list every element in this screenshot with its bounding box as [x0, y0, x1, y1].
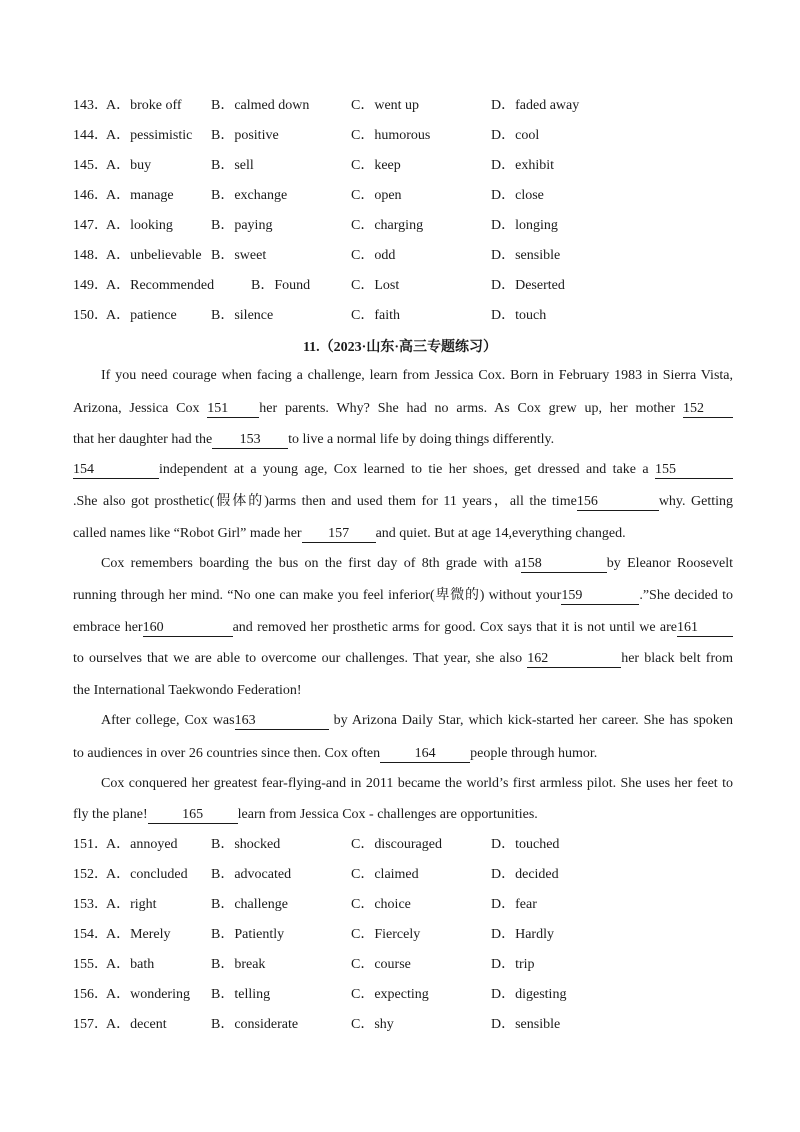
question-number: 154．	[73, 927, 108, 942]
passage-line	[73, 648, 733, 670]
passage-line	[73, 680, 733, 702]
option-d: D．Deserted	[491, 278, 565, 293]
passage-line	[73, 491, 733, 513]
passage-text: and quiet. But at age 14,everything changed.	[375, 526, 626, 541]
option-row-157	[0, 1014, 800, 1036]
option-c: C．humorous	[351, 128, 431, 143]
option-d: D．touched	[491, 837, 560, 852]
option-b: B．break	[211, 957, 266, 972]
passage-text: running through her mind. “No one can make you feel inferior(卑微的) without your	[73, 588, 562, 603]
option-c: C．shy	[351, 1017, 394, 1032]
passage-text: to ourselves that we are able to overcome our challenges. That year, she also	[73, 651, 528, 666]
option-d: D．Hardly	[491, 927, 554, 942]
option-d: D．fear	[491, 897, 537, 912]
option-a: A．pessimistic	[106, 128, 193, 143]
passage-line	[101, 365, 733, 387]
option-b: B．positive	[211, 128, 279, 143]
option-a: A．Recommended	[106, 278, 215, 293]
passage-text: embrace her	[73, 620, 143, 635]
option-d: D．trip	[491, 957, 535, 972]
blank-154[interactable]: 154	[73, 462, 159, 479]
option-row-152	[0, 864, 800, 886]
option-b: B．challenge	[211, 897, 288, 912]
option-c: C．discouraged	[351, 837, 442, 852]
passage-text: independent at a young age, Cox learned to tie her shoes, get dressed and take a	[159, 462, 655, 477]
option-d: D．decided	[491, 867, 559, 882]
question-number: 150．	[73, 308, 108, 323]
option-a: A．wondering	[106, 987, 190, 1002]
question-number: 149．	[73, 278, 108, 293]
option-a: A．bath	[106, 957, 155, 972]
option-c: C．claimed	[351, 867, 419, 882]
option-c: C．charging	[351, 218, 424, 233]
option-row-153	[0, 894, 800, 916]
option-d: D．close	[491, 188, 544, 203]
option-row-154	[0, 924, 800, 946]
option-d: D．sensible	[491, 1017, 561, 1032]
blank-161[interactable]: 161	[677, 620, 733, 637]
option-d: D．sensible	[491, 248, 561, 263]
passage-text: Arizona, Jessica Cox	[73, 401, 208, 416]
passage-text: that her daughter had the	[73, 432, 213, 447]
passage-line	[73, 429, 733, 451]
passage-line	[73, 585, 733, 607]
passage-text: the International Taekwondo Federation!	[73, 683, 302, 698]
option-a: A．broke off	[106, 98, 182, 113]
passage-text: After college, Cox was	[101, 713, 235, 728]
option-b: B．considerate	[211, 1017, 299, 1032]
question-number: 144．	[73, 128, 108, 143]
option-a: A．looking	[106, 218, 173, 233]
option-a: A．patience	[106, 308, 177, 323]
blank-157[interactable]: 157	[302, 526, 376, 543]
passage-line	[73, 617, 733, 639]
option-a: A．manage	[106, 188, 174, 203]
section-title: 11.（2023·山东·高三专题练习）	[302, 340, 498, 355]
passage-text: and removed her prosthetic arms for good. Cox says that it is not until we are	[232, 620, 677, 635]
blank-151[interactable]: 151	[207, 401, 259, 418]
passage-line	[73, 743, 733, 765]
question-number: 155．	[73, 957, 108, 972]
question-number: 156．	[73, 987, 108, 1002]
blank-155[interactable]: 155	[655, 462, 733, 479]
option-c: C．course	[351, 957, 411, 972]
passage-line	[73, 398, 733, 420]
option-d: D．faded away	[491, 98, 580, 113]
passage-line	[101, 773, 733, 795]
option-d: D．longing	[491, 218, 558, 233]
option-a: A．right	[106, 897, 157, 912]
option-row-143	[0, 95, 800, 117]
passage-text: fly the plane!	[73, 807, 148, 822]
passage-text: learn from Jessica Cox - challenges are opportunities.	[237, 807, 538, 822]
question-number: 157．	[73, 1017, 108, 1032]
option-row-147	[0, 215, 800, 237]
passage-line	[73, 523, 733, 545]
passage-text: people through humor.	[470, 746, 598, 761]
option-b: B．Found	[251, 278, 311, 293]
option-d: D．digesting	[491, 987, 567, 1002]
blank-162[interactable]: 162	[527, 651, 621, 668]
option-c: C．Lost	[351, 278, 400, 293]
option-b: B．telling	[211, 987, 271, 1002]
option-row-151	[0, 834, 800, 856]
option-b: B．Patiently	[211, 927, 285, 942]
passage-text: by Arizona Daily Star, which kick-started her career. She has spoken	[328, 713, 733, 728]
question-number: 151．	[73, 837, 108, 852]
passage-text: her black belt from	[621, 651, 733, 666]
passage-text: to audiences in over 26 countries since then. Cox often	[73, 746, 381, 761]
passage-text: by Eleanor Roosevelt	[606, 556, 733, 571]
option-d: D．cool	[491, 128, 540, 143]
option-row-155	[0, 954, 800, 976]
passage-line	[101, 553, 733, 575]
question-number: 147．	[73, 218, 108, 233]
blank-164[interactable]: 164	[380, 746, 470, 763]
option-c: C．choice	[351, 897, 411, 912]
blank-153[interactable]: 153	[212, 432, 288, 449]
passage-text: called names like “Robot Girl” made her	[73, 526, 302, 541]
option-b: B．advocated	[211, 867, 292, 882]
option-b: B．sweet	[211, 248, 267, 263]
option-b: B．sell	[211, 158, 254, 173]
question-number: 148．	[73, 248, 108, 263]
passage-text: If you need courage when facing a challenge, learn from Jessica Cox. Born in February 1983 in Sierra Vista,	[101, 368, 733, 383]
option-b: B．shocked	[211, 837, 281, 852]
option-row-156	[0, 984, 800, 1006]
blank-159[interactable]: 159	[561, 588, 639, 605]
question-number: 145．	[73, 158, 108, 173]
option-b: B．silence	[211, 308, 274, 323]
option-a: A．buy	[106, 158, 152, 173]
blank-156[interactable]: 156	[577, 494, 659, 511]
passage-text: Cox conquered her greatest fear-flying-and in 2011 became the world’s first armless pilot. She uses her feet to	[101, 776, 733, 791]
option-c: C．went up	[351, 98, 420, 113]
option-row-148	[0, 245, 800, 267]
question-number: 146．	[73, 188, 108, 203]
option-a: A．unbelievable	[106, 248, 202, 263]
passage-text: her parents. Why? She had no arms. As Cox grew up, her mother	[259, 401, 683, 416]
question-number: 143．	[73, 98, 108, 113]
blank-152[interactable]: 152	[683, 401, 733, 418]
option-b: B．exchange	[211, 188, 288, 203]
option-a: A．concluded	[106, 867, 188, 882]
option-row-146	[0, 185, 800, 207]
option-a: A．decent	[106, 1017, 167, 1032]
option-c: C．keep	[351, 158, 401, 173]
blank-163[interactable]: 163	[235, 713, 329, 730]
blank-160[interactable]: 160	[143, 620, 233, 637]
option-c: C．odd	[351, 248, 396, 263]
passage-text: why. Getting	[658, 494, 733, 509]
option-b: B．calmed down	[211, 98, 310, 113]
passage-text: .She also got prosthetic(假体的)arms then and used them for 11 years，all the time	[73, 494, 577, 509]
question-number: 152．	[73, 867, 108, 882]
option-a: A．annoyed	[106, 837, 178, 852]
blank-165[interactable]: 165	[148, 807, 238, 824]
option-d: D．touch	[491, 308, 547, 323]
option-c: C．expecting	[351, 987, 429, 1002]
option-a: A．Merely	[106, 927, 171, 942]
option-c: C．faith	[351, 308, 400, 323]
blank-158[interactable]: 158	[521, 556, 607, 573]
option-b: B．paying	[211, 218, 273, 233]
passage-text: .”She decided to	[639, 588, 733, 603]
passage-line	[73, 804, 733, 826]
passage-text: Cox remembers boarding the bus on the first day of 8th grade with a	[101, 556, 521, 571]
question-number: 153．	[73, 897, 108, 912]
option-row-150	[0, 305, 800, 327]
option-row-149	[0, 275, 800, 297]
option-row-144	[0, 125, 800, 147]
option-row-145	[0, 155, 800, 177]
passage-line	[101, 710, 733, 732]
passage-line	[73, 459, 733, 481]
option-d: D．exhibit	[491, 158, 554, 173]
passage-text: to live a normal life by doing things differently.	[288, 432, 555, 447]
option-c: C．Fiercely	[351, 927, 421, 942]
option-c: C．open	[351, 188, 402, 203]
